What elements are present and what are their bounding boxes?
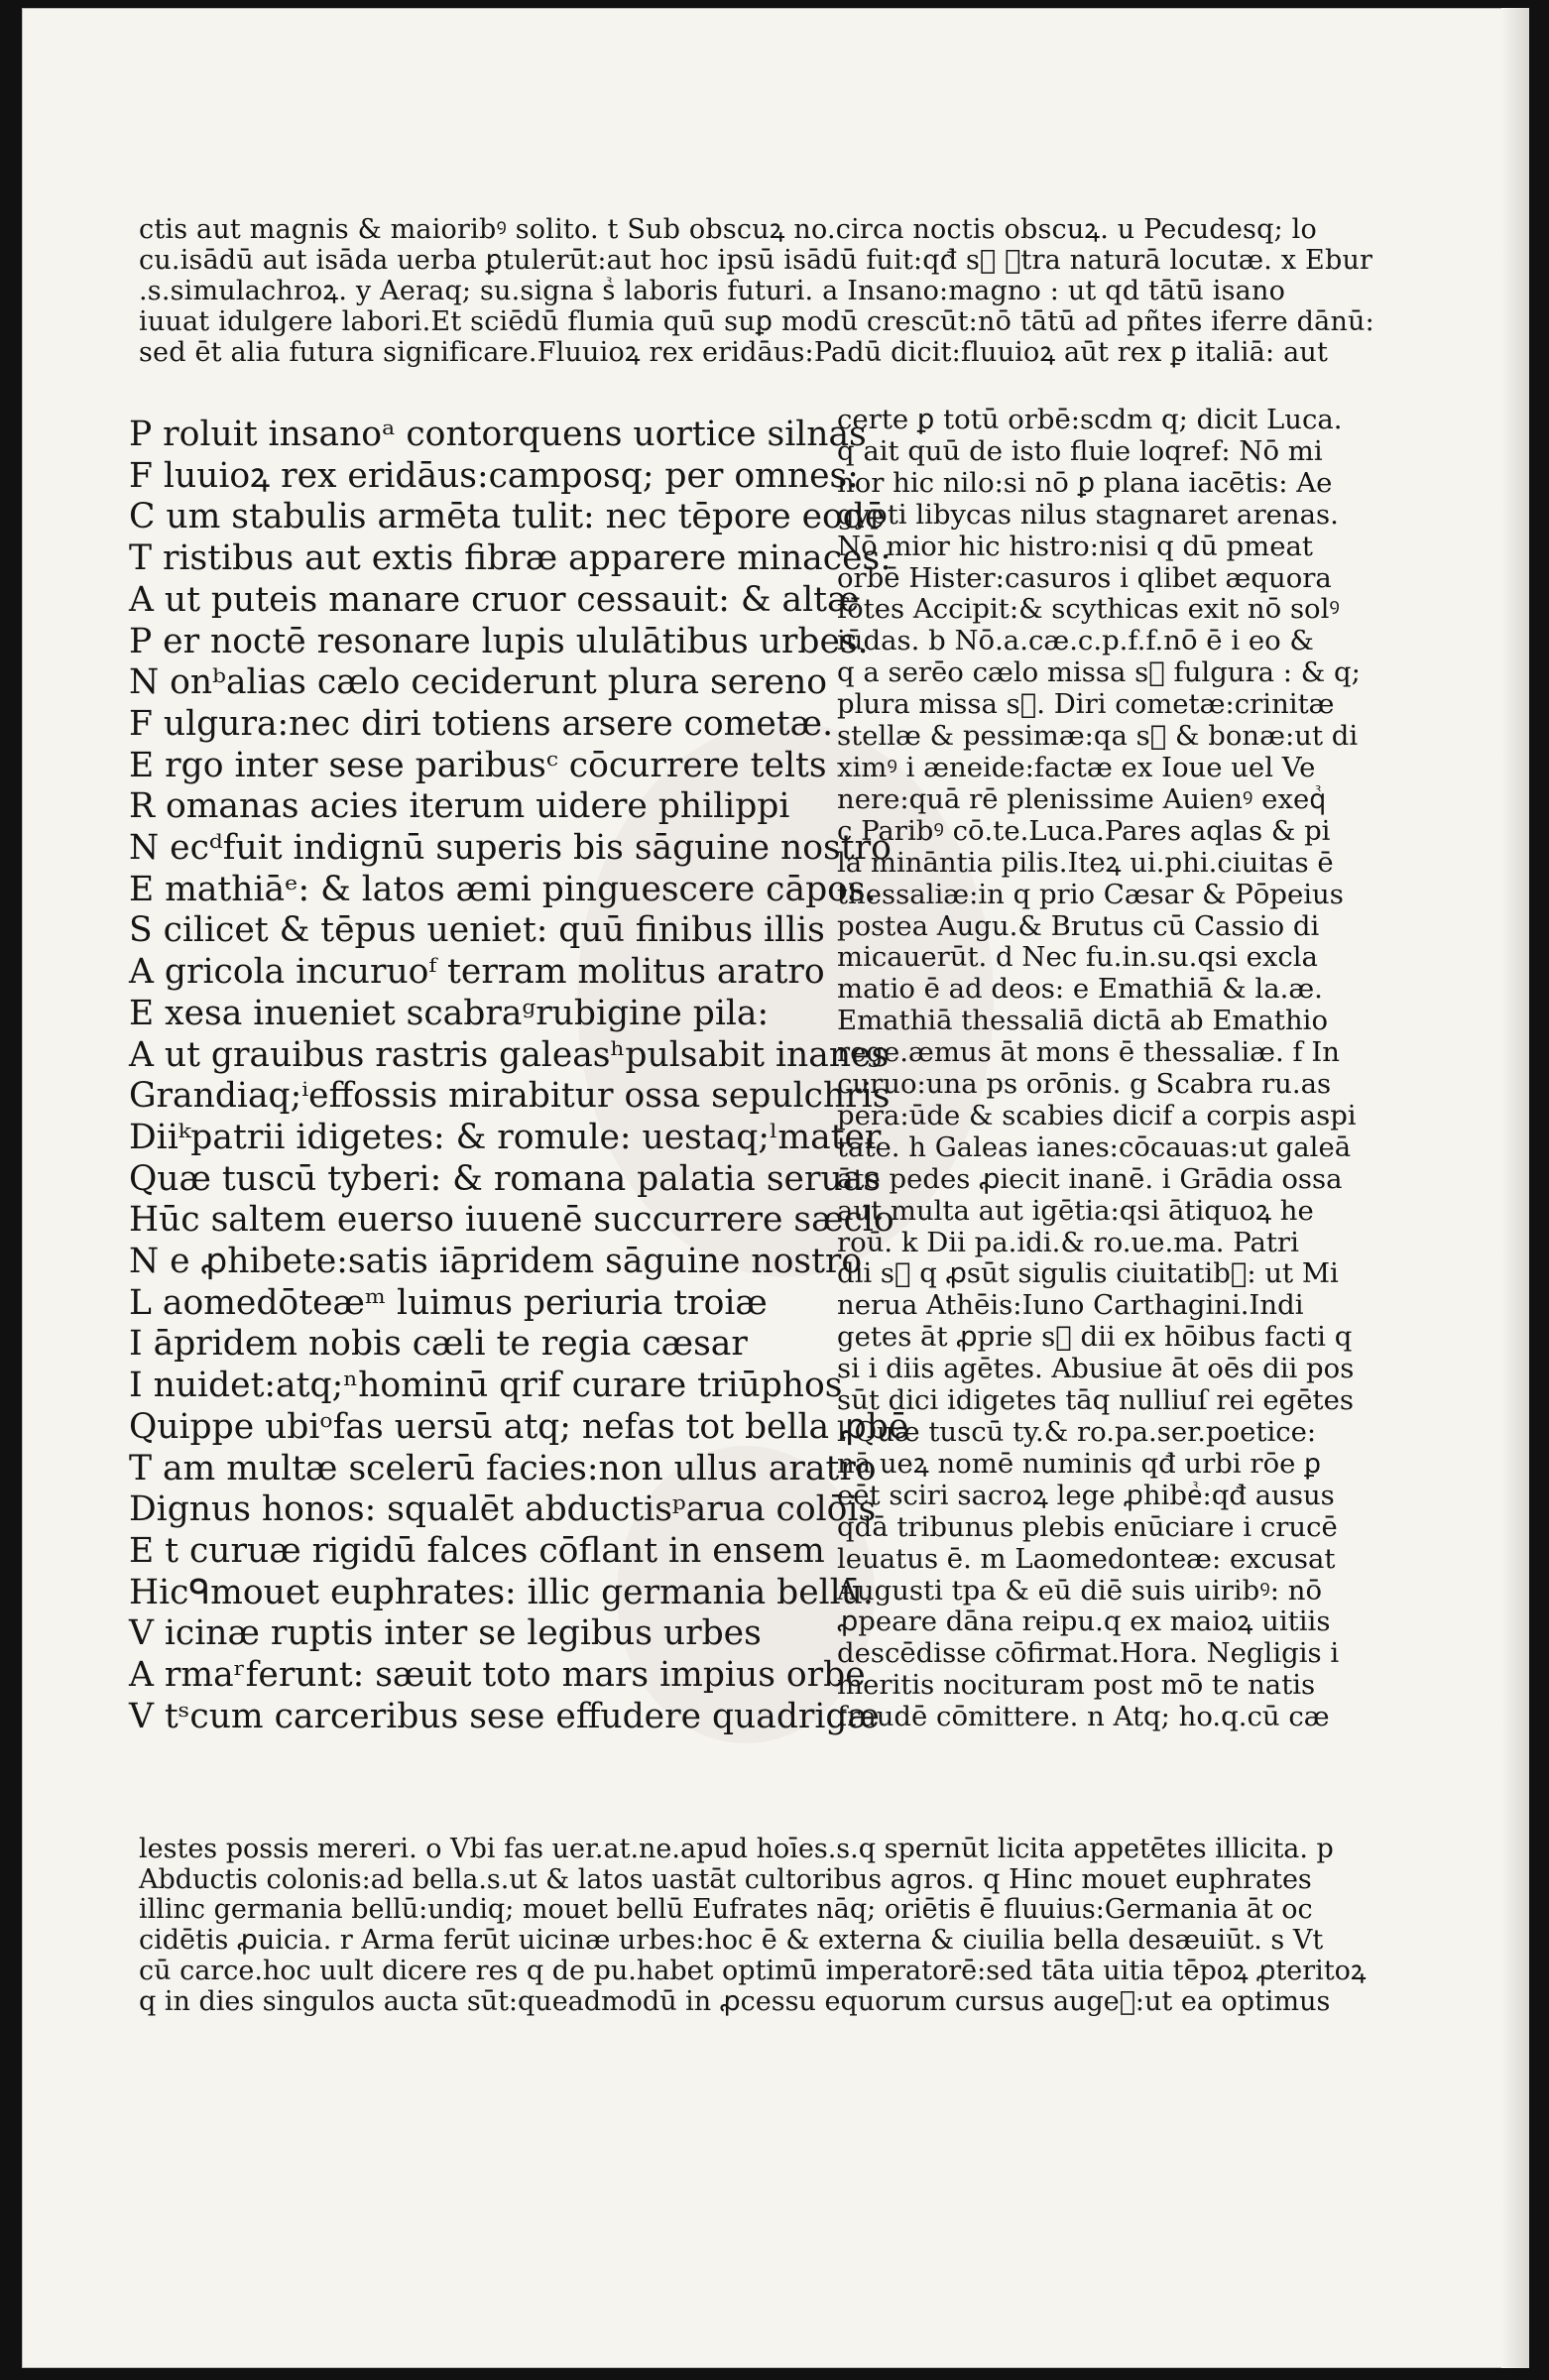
commentary-line: plura missa sᷣ. Diri cometæ:crinitæ xyxy=(837,688,1335,721)
commentary-line: curuo:una ps orōnis. g Scabra ru.as xyxy=(837,1068,1332,1101)
commentary-line: fraudē cōmittere. n Atq; ho.q.cū cæ xyxy=(837,1701,1330,1733)
commentary-line: rege.æmus āt mons ē thessaliæ. f In xyxy=(837,1036,1341,1069)
commentary-line: meritis nocituram post mō te natis xyxy=(837,1669,1316,1702)
commentary-line: la mināntia pilis.Iteꝝ ui.phi.ciuitas ē xyxy=(837,846,1334,879)
verse-line: V tˢcum carceribus sese effudere quadrigæ xyxy=(129,1696,880,1736)
commentary-line: cidētis ꝓuicia. r Arma ferūt uicinæ urbes:hoc ē & externa & ciuilia bella desæuiūt. s Vt xyxy=(139,1925,1324,1957)
verse-line: A ut puteis manare cruor cessauit: & altæ xyxy=(129,579,860,620)
commentary-line: illinc germania bellū:undiq; mouet bellū Eufrates nāq; oriētis ē fluuius:Germania āt oc xyxy=(139,1894,1313,1926)
verse-line: L aomedōteæᵐ luimus periuria troiæ xyxy=(129,1282,768,1323)
head-commentary xyxy=(139,214,1374,368)
commentary-line: Abductis colonis:ad bella.s.ut & latos uastāt cultoribus agros. q Hinc mouet euphrates xyxy=(139,1863,1312,1895)
commentary-line: leuatus ē. m Laomedonteæ: excusat xyxy=(837,1542,1336,1575)
commentary-line: getes āt ꝓprie sᷣ dii ex hōibus facti q xyxy=(837,1321,1353,1354)
commentary-line: pera:ūde & scabies dicif a corpis aspi xyxy=(837,1099,1357,1131)
commentary-line: tate. h Galeas ianes:cōcauas:ut galeā xyxy=(837,1130,1352,1163)
verse-line: V icinæ ruptis inter se legibus urbes xyxy=(129,1613,762,1654)
side-commentary xyxy=(837,404,1361,1733)
commentary-line: orbē Hister:casuros i qlibet æquora xyxy=(837,561,1332,594)
verse-line: E xesa inueniet scabraᵍrubigine pila: xyxy=(129,993,770,1033)
commentary-line: nor hic nilo:si nō ꝑ plana iacētis: Ae xyxy=(837,466,1333,499)
commentary-line: .s.simulachroꝝ. y Aeraq; su.signa sᷣ laboris futuri. a Insano:magno : ut qd tātū isano xyxy=(139,276,1286,306)
verse-line: F ulgura:nec diri totiens arsere cometæ. xyxy=(129,703,834,744)
verse-line: Diiᵏpatrii idigetes: & romule: uestaq;ˡmater xyxy=(129,1117,882,1157)
verse-line: T ristibus aut extis fibræ apparere minaces: xyxy=(129,538,892,579)
commentary-line: q ait quū de isto fluie loqref: Nō mi xyxy=(837,434,1323,467)
verse-line: Grandiaq;ⁱeffossis mirabitur ossa sepulchris xyxy=(129,1076,891,1117)
book-page xyxy=(22,8,1529,2368)
verse-line: P roluit insanoᵃ contorquens uortice silnas xyxy=(129,415,867,454)
verse-line: E rgo inter sese paribusᶜ cōcurrere telts xyxy=(129,745,827,785)
commentary-line: lestes possis mereri. o Vbi fas uer.at.ne.apud hoīes.s.q spernūt licita appetētes illicita. p xyxy=(139,1834,1334,1864)
verse-line: A rmaʳferunt: sæuit toto mars impius orbe xyxy=(129,1655,866,1696)
verse-line: F luuioꝝ rex eridāus:camposq; per omnes: xyxy=(129,455,859,496)
verse-line: I āpridem nobis cæli te regia cæsar xyxy=(129,1324,748,1365)
commentary-line: nere:quā rē plenissime Auienꝰ exeqᷣ xyxy=(837,782,1327,815)
verse-line: N e ꝓhibete:satis iāpridem sāguine nostro xyxy=(129,1242,863,1282)
verse-line: Dignus honos: squalēt abductisᵖarua colōis xyxy=(129,1489,877,1530)
commentary-line: Emathiā thessaliā dictā ab Emathio xyxy=(837,1005,1329,1037)
commentary-line: descēdisse cōfirmat.Hora. Negligis i xyxy=(837,1637,1340,1670)
commentary-line: nā ueꝝ nomē numinis qđ urbi rōe ꝑ xyxy=(837,1447,1322,1480)
commentary-line: nerua Athēis:Iuno Carthagini.Indi xyxy=(837,1289,1304,1322)
commentary-line: cu.isādū aut isāda uerba ꝑtulerūt:aut hoc ipsū isādū fuit:qđ sᷣ ꝯtra naturā locutæ. x Ebur xyxy=(139,245,1373,276)
commentary-line: sed ēt alia futura significare.Fluuioꝝ rex eridāus:Padū dicit:fluuioꝝ aūt rex ꝑ italiā: aut xyxy=(139,337,1329,368)
commentary-line: c Paribꝰ cō.te.Luca.Pares aqlas & pi xyxy=(837,814,1331,847)
verse-line: A ut grauibus rastris galeasʰpulsabit inanes xyxy=(129,1034,890,1075)
verse-line: I nuidet:atq;ⁿhominū qrif curare triūphos xyxy=(129,1366,843,1406)
verse-line: R omanas acies iterum uidere philippi xyxy=(129,786,790,827)
commentary-line: eēt sciri sacroꝝ lege ꝓhibeᷣ:qđ ausus xyxy=(837,1479,1335,1511)
commentary-line: l Quæ tuscū ty.& ro.pa.ser.poetice: xyxy=(837,1416,1317,1448)
commentary-line: sūt dici idigetes tāq nulliuſ rei egētes xyxy=(837,1384,1354,1417)
commentary-line: ꝓpeare dāna reipu.q ex maioꝝ uitiis xyxy=(837,1606,1331,1638)
verse-line: E t curuæ rigidū falces cōflant in ensem xyxy=(129,1530,825,1571)
foot-commentary xyxy=(139,1834,1367,2017)
verse-line: C um stabulis armēta tulit: nec tēpore eodē xyxy=(129,497,886,537)
commentary-line: q in dies singulos aucta sūt:queadmodū in ꝓcessu equorum cursus augeᷣ:ut ea optimus xyxy=(139,1985,1331,2017)
commentary-line: ctis aut magnis & maioribꝰ solito. t Sub obscuꝝ no.circa noctis obscuꝝ. u Pecudesq; lo xyxy=(139,214,1317,245)
verse-line: Quæ tuscū tyberi: & romana palatia seruas xyxy=(129,1158,881,1199)
commentary-line: qdā tribunus plebis enūciare i crucē xyxy=(837,1510,1338,1543)
commentary-line: aut multa aut igētia:qsi ātiquoꝝ he xyxy=(837,1194,1314,1227)
verse-line: T am multæ scelerū facies:non ullus aratro xyxy=(129,1448,877,1488)
commentary-line: matio ē ad deos: e Emathiā & la.æ. xyxy=(837,973,1323,1006)
commentary-line: certe ꝑ totū orbē:scdm q; dicit Luca. xyxy=(837,404,1343,435)
verse-block xyxy=(129,415,909,1738)
verse-line: A gricola incuruoᶠ terram molitus aratro xyxy=(129,952,825,993)
commentary-line: iūdas. b Nō.a.cæ.c.p.f.f.nō ē i eo & xyxy=(837,625,1314,657)
commentary-line: fōtes Accipit:& scythicas exit nō solꝰ xyxy=(837,593,1340,626)
verse-line: Quippe ubiᵒfas uersū atq; nefas tot bella ꝓbē xyxy=(129,1406,909,1447)
commentary-line: Nō mior hic histro:nisi q dū pmeat xyxy=(837,530,1313,562)
verse-line: N ecᵈfuit indignū superis bis sāguine nostro xyxy=(129,828,892,869)
verse-line: Hūc saltem euerso iuuenē succurrere sæclo xyxy=(129,1200,894,1241)
commentary-line: āte pedes ꝓiecit inanē. i Grādia ossa xyxy=(837,1162,1343,1195)
commentary-line: iuuat idulgere labori.Et sciēdū flumia quū suꝑ modū crescūt:nō tātū ad pñtes iferre dānū: xyxy=(139,306,1374,337)
commentary-line: thessaliæ:in q prio Cæsar & Pōpeius xyxy=(837,878,1344,910)
commentary-line: gypti libycas nilus stagnaret arenas. xyxy=(837,498,1339,531)
commentary-line: roū. k Dii pa.idi.& ro.ue.ma. Patri xyxy=(837,1226,1299,1258)
verse-line: P er noctē resonare lupis ululātibus urbes. xyxy=(129,621,869,661)
commentary-line: cū carce.hoc uult dicere res q de pu.habet optimū imperatorē:sed tāta uitia tēpoꝝ ꝓteritoꝝ xyxy=(139,1955,1367,1986)
commentary-line: stellæ & pessimæ:qa sᷣ & bonæ:ut di xyxy=(837,720,1359,753)
commentary-line: dii sᷣ q ꝓsūt sigulis ciuitatibꝰ: ut Mi xyxy=(837,1257,1339,1290)
verse-line: N onᵇalias cælo ceciderunt plura sereno xyxy=(129,662,828,703)
commentary-line: q a serēo cælo missa sᷣ fulgura : & q; xyxy=(837,656,1361,689)
commentary-line: postea Augu.& Brutus cū Cassio di xyxy=(837,909,1320,942)
verse-line: E mathiāᵉ: & latos æmi pinguescere cāpos. xyxy=(129,869,877,909)
commentary-line: micauerūt. d Nec fu.in.su.qsi excla xyxy=(837,941,1318,974)
page-edge-shadow xyxy=(1501,8,1529,2368)
verse-line: S cilicet & tēpus ueniet: quū finibus illis xyxy=(129,910,825,951)
verse-line: Hicᑫmouet euphrates: illic germania bellū. xyxy=(129,1572,874,1612)
commentary-line: ximꝰ i æneide:factæ ex Ioue uel Ve xyxy=(837,751,1316,783)
commentary-line: Augusti tpa & eū diē suis uiribꝰ: nō xyxy=(837,1574,1323,1606)
commentary-line: si i diis agētes. Abusiue āt oēs dii pos xyxy=(837,1353,1355,1385)
